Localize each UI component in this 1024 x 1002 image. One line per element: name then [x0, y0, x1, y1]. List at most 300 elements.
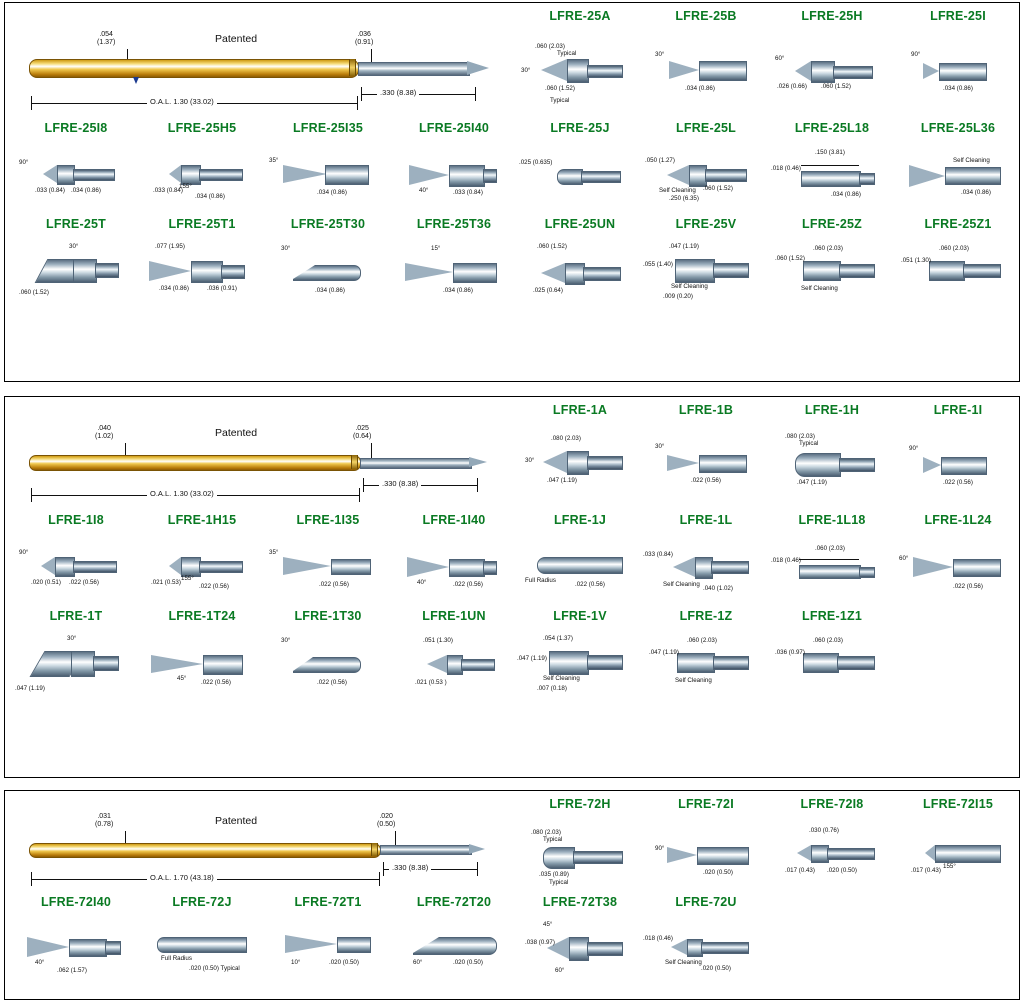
dim: .021 (0.53): [151, 579, 181, 586]
probe-1-oal-label: O.A.L. 1.30 (33.02): [147, 489, 217, 498]
tip-cell-lfre-72j: [139, 895, 265, 993]
tip-cell-lfre-72i8: [769, 797, 895, 895]
dim: .022 (0.56): [317, 679, 347, 686]
tip-art-lfre-25b: [643, 23, 769, 107]
tip-cell-lfre-25z1: [895, 217, 1021, 321]
dim: 90°: [655, 845, 665, 852]
tip-cone: [285, 935, 337, 953]
dim: .047 (1.19): [517, 655, 547, 662]
tip-cell-lfre-72t20: [391, 895, 517, 993]
dim: 30°: [521, 67, 531, 74]
tip-art-lfre-72t20: [391, 909, 517, 987]
tip-title: LFRE-25T36: [416, 217, 492, 231]
tip-art-lfre-1i: [895, 417, 1021, 501]
dim: .033 (0.84): [153, 187, 183, 194]
dim: .033 (0.84): [643, 551, 673, 558]
dim: 155°: [181, 575, 194, 582]
dim: .020 (0.51): [31, 579, 61, 586]
tip-cell-lfre-72i40: [13, 895, 139, 993]
tip-cell-lfre-25t36: [391, 217, 517, 321]
tip-cone: [923, 63, 939, 79]
dim: Self Cleaning: [671, 283, 708, 290]
tip-title: LFRE-1I40: [422, 513, 486, 527]
dim: .018 (0.46): [643, 935, 673, 942]
dim: Typical: [799, 440, 819, 447]
tip-cell-lfre-72u: [643, 895, 769, 993]
tip-cell-lfre-1l24: [895, 513, 1021, 609]
tip-cell-lfre-1z1: [769, 609, 895, 713]
dim: .007 (0.18): [537, 685, 567, 692]
dim: .022 (0.56): [199, 583, 229, 590]
tip-cell-lfre-25i8: [13, 121, 139, 217]
tip-shaft: [567, 59, 589, 83]
tip-shaft: [795, 453, 841, 477]
dim: .060 (2.03): [939, 245, 969, 252]
tip-shaft: [453, 263, 497, 283]
dim: 155°: [179, 183, 192, 190]
tip-cone: [795, 61, 811, 81]
tip-shaft: [69, 939, 107, 957]
stroke-tick-right: [475, 87, 476, 101]
tip-cone: [669, 61, 699, 79]
dim: .047 (1.19): [797, 479, 827, 486]
tip-shaft-small: [859, 173, 875, 185]
dim: .022 (0.56): [201, 679, 231, 686]
dim: 90°: [19, 159, 29, 166]
dim: .022 (0.56): [319, 581, 349, 588]
tip-title: LFRE-72H: [549, 797, 611, 811]
tip-art-lfre-1i40: [391, 527, 517, 603]
dim: Full Radius: [525, 577, 556, 584]
dim: 30°: [655, 51, 665, 58]
dim: .047 (1.19): [669, 243, 699, 250]
tip-cone: [151, 655, 203, 673]
tip-cell-lfre-72t38: [517, 895, 643, 993]
tip-shaft: [945, 167, 1001, 185]
tip-cone: [667, 455, 699, 471]
tip-title: LFRE-1UN: [422, 609, 486, 623]
tip-title: LFRE-1A: [552, 403, 608, 417]
tip-cone: [673, 557, 695, 577]
tip-cone: [913, 557, 953, 577]
tip-title: LFRE-1B: [678, 403, 734, 417]
dim: .080 (2.03): [531, 829, 561, 836]
probe-25-stroke-label: .330 (8.38): [377, 88, 419, 97]
tip-title: LFRE-25L36: [920, 121, 996, 135]
tip-shaft: [699, 455, 747, 473]
tip-title: LFRE-25Z: [802, 217, 862, 231]
dim: .020 (0.50) Typical: [189, 965, 240, 972]
dim: .025 (0.64): [533, 287, 563, 294]
dim: .062 (1.57): [57, 967, 87, 974]
dim: .034 (0.86): [685, 85, 715, 92]
tip-art-lfre-25t1: [139, 231, 265, 315]
probe-25-top-right-dim: .036 (0.91): [355, 31, 374, 46]
tip-art-lfre-1i8: [13, 527, 139, 603]
tip-shaft-small: [963, 264, 1001, 278]
dim: 60°: [413, 959, 423, 966]
tip-cell-lfre-72t1: [265, 895, 391, 993]
tip-shaft-small: [827, 848, 875, 860]
tip-shaft-small: [221, 265, 245, 279]
tip-shaft: [543, 847, 575, 869]
dim: .020 (0.50): [701, 965, 731, 972]
probe-25-oal-label: O.A.L. 1.30 (33.02): [147, 97, 217, 106]
tip-shaft: [565, 263, 585, 285]
dim: .036 (0.91): [207, 285, 237, 292]
tip-shaft: [325, 165, 369, 185]
tip-shaft-small: [73, 561, 117, 573]
tip-title: LFRE-25UN: [544, 217, 616, 231]
dim: .022 (0.56): [69, 579, 99, 586]
tip-title: LFRE-1V: [553, 609, 607, 623]
tip-title: LFRE-1T30: [294, 609, 362, 623]
tip-cone: [925, 845, 935, 861]
tip-cell-lfre-1b: [643, 403, 769, 507]
dim: 30°: [655, 443, 665, 450]
stroke-tick-right: [477, 862, 478, 876]
tip-cell-lfre-1l18: [769, 513, 895, 609]
dim: .060 (1.52): [545, 85, 575, 92]
tip-art-lfre-25z1: [895, 231, 1021, 315]
tip-title: LFRE-72T20: [416, 895, 492, 909]
tip-shaft-small: [587, 456, 623, 470]
tip-cone: [149, 261, 191, 281]
dim-line: [801, 165, 859, 166]
tip-shaft: [557, 169, 583, 185]
tip-art-lfre-1a: [517, 417, 643, 501]
dim: .034 (0.86): [443, 287, 473, 294]
tip-cone: [283, 557, 331, 575]
tip-cell-lfre-72i: [643, 797, 769, 895]
oal-tick-left: [31, 872, 32, 886]
oal-tick-right: [359, 488, 360, 502]
dim: .054 (1.37): [543, 635, 573, 642]
probe-1-patented-label: Patented: [215, 427, 258, 439]
oal-tick-left: [31, 96, 32, 110]
dim: 40°: [419, 187, 429, 194]
tip-shaft-small: [105, 941, 121, 955]
tip-cone: [409, 165, 449, 185]
dim: 10°: [291, 959, 301, 966]
tip-title: LFRE-72I40: [40, 895, 112, 909]
tip-title: LFRE-25H5: [167, 121, 237, 135]
tip-cell-lfre-1h: [769, 403, 895, 507]
panel-lfre-1: [4, 396, 1020, 778]
dim: Self Cleaning: [659, 187, 696, 194]
dim: .060 (2.03): [815, 545, 845, 552]
tip-shaft: [569, 937, 589, 961]
dim: .033 (0.84): [453, 189, 483, 196]
tip-cell-lfre-1i: [895, 403, 1021, 507]
probe-72-barrel: [29, 843, 381, 858]
tip-art-lfre-25t36: [391, 231, 517, 315]
tip-title: LFRE-1H15: [167, 513, 237, 527]
tip-shaft-small: [839, 264, 875, 278]
tip-art-lfre-25i35: [265, 135, 391, 211]
tip-art-lfre-25v: [643, 231, 769, 315]
tip-title: LFRE-1Z: [679, 609, 733, 623]
probe-1-tip: [469, 457, 487, 467]
tip-cell-lfre-1t30: [265, 609, 391, 713]
tip-title: LFRE-25L: [676, 121, 736, 135]
probe-25-top-left-dim: .054 (1.37): [97, 31, 116, 46]
dim-line: [799, 559, 859, 560]
stroke-tick-left: [383, 862, 384, 876]
tip-title: LFRE-1L24: [924, 513, 992, 527]
dim: 45°: [543, 921, 553, 928]
tip-art-lfre-1h: [769, 417, 895, 501]
tip-art-lfre-72h: [517, 811, 643, 889]
tip-art-lfre-25t: [13, 231, 139, 315]
tip-art-lfre-1l: [643, 527, 769, 603]
tip-shaft: [941, 457, 987, 475]
tip-cell-lfre-25l18: [769, 121, 895, 217]
dim: Typical: [557, 50, 577, 57]
tip-art-lfre-25a: [517, 23, 643, 107]
tip-bevel: [293, 657, 313, 671]
tip-art-lfre-25i: [895, 23, 1021, 107]
tip-cell-lfre-25un: [517, 217, 643, 321]
tip-shaft: [935, 845, 1001, 863]
probe-1-ring: [351, 455, 358, 469]
dim: 90°: [909, 445, 919, 452]
tip-shaft-small: [581, 171, 621, 183]
tip-cell-lfre-25t30: [265, 217, 391, 321]
tip-title: LFRE-1L: [679, 513, 733, 527]
tip-cone: [541, 59, 567, 81]
dim: .060 (1.52): [537, 243, 567, 250]
tip-shaft-small: [713, 656, 749, 670]
dim: 40°: [417, 579, 427, 586]
tip-art-lfre-25un: [517, 231, 643, 315]
tip-title: LFRE-25I35: [292, 121, 364, 135]
tip-cell-lfre-1t: [13, 609, 139, 713]
tip-shaft-small: [483, 169, 497, 183]
probe-1-top-left-dim: .040 (1.02): [95, 425, 114, 440]
tip-art-lfre-1t30: [265, 623, 391, 707]
dim: .034 (0.86): [159, 285, 189, 292]
tip-title: LFRE-72I8: [800, 797, 864, 811]
dim: 60°: [555, 967, 565, 974]
tip-cell-lfre-1j: [517, 513, 643, 609]
tip-cone: [667, 847, 697, 863]
tip-cone: [671, 939, 687, 955]
dim: .026 (0.66): [777, 83, 807, 90]
dim: .025 (0.635): [519, 159, 553, 166]
dim: .047 (1.19): [15, 685, 45, 692]
tip-title: LFRE-1I8: [48, 513, 104, 527]
tip-cone: [169, 165, 181, 183]
probe-25-patented-label: Patented: [215, 33, 258, 45]
tip-cell-lfre-1z: [643, 609, 769, 713]
tip-art-lfre-72t1: [265, 909, 391, 987]
tip-art-lfre-1un: [391, 623, 517, 707]
tip-shaft-small: [73, 169, 115, 181]
tip-shaft-small: [833, 66, 873, 79]
dim: .034 (0.86): [317, 189, 347, 196]
tip-shaft: [55, 557, 75, 577]
tip-art-lfre-72u: [643, 909, 769, 987]
tip-title: LFRE-1L18: [798, 513, 866, 527]
tip-shaft: [811, 61, 835, 83]
tip-art-lfre-25h5: [139, 135, 265, 211]
dim: .034 (0.86): [831, 191, 861, 198]
tip-art-lfre-1t24: [139, 623, 265, 707]
tip-title: LFRE-1H: [804, 403, 860, 417]
tip-title: LFRE-1I: [933, 403, 983, 417]
tip-cell-lfre-25i35: [265, 121, 391, 217]
tip-cell-lfre-25z: [769, 217, 895, 321]
dim: .055 (1.40): [643, 261, 673, 268]
tip-cell-lfre-25t: [13, 217, 139, 321]
tip-cell-lfre-1a: [517, 403, 643, 507]
dim: .022 (0.56): [953, 583, 983, 590]
tip-cell-lfre-1l: [643, 513, 769, 609]
tip-shaft-small: [587, 65, 623, 78]
tip-title: LFRE-25T: [46, 217, 106, 231]
dim: Self Cleaning: [675, 677, 712, 684]
tip-title: LFRE-25Z1: [924, 217, 992, 231]
tip-cone: [43, 165, 57, 183]
tip-shaft-small: [199, 561, 243, 573]
tip-art-lfre-1t: [13, 623, 139, 707]
tip-title: LFRE-72T38: [542, 895, 618, 909]
tip-shaft: [549, 651, 589, 675]
tip-shaft-small: [95, 263, 119, 278]
dim: .022 (0.56): [943, 479, 973, 486]
dim: .051 (1.30): [423, 637, 453, 644]
tip-art-lfre-25l18: [769, 135, 895, 211]
dim: .034 (0.86): [315, 287, 345, 294]
probe-72-oal-label: O.A.L. 1.70 (43.18): [147, 873, 217, 882]
tip-cell-lfre-25l: [643, 121, 769, 217]
tip-shaft-small: [711, 561, 749, 574]
tip-cone: [405, 263, 453, 281]
tip-shaft: [799, 565, 861, 579]
tip-title: LFRE-25A: [549, 9, 611, 23]
probe-72-ring: [371, 843, 378, 856]
tip-title: LFRE-72T1: [294, 895, 362, 909]
tip-title: LFRE-25T30: [290, 217, 366, 231]
dim: 15°: [431, 245, 441, 252]
tip-title: LFRE-25I: [930, 9, 986, 23]
tip-title: LFRE-25I40: [418, 121, 490, 135]
stroke-arrow: [133, 77, 139, 84]
tip-art-lfre-1i35: [265, 527, 391, 603]
tip-shaft: [675, 259, 715, 283]
tip-art-lfre-25t30: [265, 231, 391, 315]
dim: .060 (2.03): [687, 637, 717, 644]
tip-art-lfre-25j: [517, 135, 643, 211]
dim: .034 (0.86): [195, 193, 225, 200]
dim: .250 (6.35): [669, 195, 699, 202]
dim: .017 (0.43): [785, 867, 815, 874]
tip-title: LFRE-25H: [801, 9, 863, 23]
probe-72-plunger: [380, 845, 472, 855]
dim: .020 (0.50): [453, 959, 483, 966]
dim: .051 (1.30): [901, 257, 931, 264]
tip-art-lfre-72i40: [13, 909, 139, 987]
tip-art-lfre-72i15: [895, 811, 1021, 889]
probe-1-barrel: [29, 455, 361, 471]
tip-shaft: [699, 61, 747, 81]
tip-cone: [427, 655, 447, 673]
tip-shaft-small: [587, 655, 623, 670]
dim: 90°: [19, 549, 29, 556]
dim: .060 (1.52): [703, 185, 733, 192]
tip-shaft-small: [483, 561, 497, 575]
tip-title: LFRE-72U: [675, 895, 737, 909]
tip-shaft: [191, 261, 223, 283]
tip-shaft: [71, 651, 95, 677]
dim: 30°: [281, 245, 291, 252]
dim: .018 (0.46): [771, 557, 801, 564]
tip-cell-lfre-25j: [517, 121, 643, 217]
dim: .040 (1.02): [703, 585, 733, 592]
tip-shaft: [697, 847, 749, 865]
probe-drawing-72: [15, 799, 495, 895]
tip-title: LFRE-25J: [550, 121, 610, 135]
tip-cone: [283, 165, 327, 183]
tip-shaft: [449, 165, 485, 187]
tip-shaft: [331, 559, 371, 575]
oal-tick-right: [379, 872, 380, 886]
dim: Self Cleaning: [663, 581, 700, 588]
dim: .035 (0.89): [539, 871, 569, 878]
tip-shaft-small: [705, 169, 747, 182]
tip-shaft: [449, 559, 485, 577]
dim: .080 (2.03): [551, 435, 581, 442]
tip-shaft: [953, 559, 1001, 577]
dim: 30°: [67, 635, 77, 642]
stroke-tick-left: [363, 478, 364, 492]
tip-shaft: [73, 259, 97, 283]
tip-title: LFRE-72I: [678, 797, 734, 811]
tip-cone: [909, 165, 945, 187]
tip-title: LFRE-1J: [553, 513, 607, 527]
dim: Self Cleaning: [543, 675, 580, 682]
tip-art-lfre-72t38: [517, 909, 643, 987]
tip-title: LFRE-25I8: [44, 121, 108, 135]
dim: .150 (3.81): [815, 149, 845, 156]
tip-cell-lfre-1v: [517, 609, 643, 713]
tip-shaft: [157, 937, 247, 953]
oal-tick-left: [31, 488, 32, 502]
tip-shaft: [939, 63, 987, 81]
tip-cone: [667, 165, 689, 185]
probe-drawing-25: [15, 11, 495, 111]
tip-cell-lfre-25b: [643, 9, 769, 113]
probe-1-stroke-label: .330 (8.38): [379, 479, 421, 488]
dim: .060 (1.52): [821, 83, 851, 90]
dim: .034 (0.86): [71, 187, 101, 194]
dim: .080 (2.03): [785, 433, 815, 440]
tip-cell-lfre-25h5: [139, 121, 265, 217]
tip-cell-lfre-72i15: [895, 797, 1021, 895]
panel-lfre-72: [4, 790, 1020, 1000]
tip-shaft: [929, 261, 965, 281]
tip-art-lfre-1l18: [769, 527, 895, 603]
tip-shaft: [181, 165, 201, 185]
dim: 35°: [269, 157, 279, 164]
tip-art-lfre-25l: [643, 135, 769, 211]
dim: .018 (0.46): [771, 165, 801, 172]
dim: .050 (1.27): [645, 157, 675, 164]
dim: .047 (1.19): [649, 649, 679, 656]
panel-lfre-25: [4, 2, 1020, 382]
tip-cell-lfre-72h: [517, 797, 643, 895]
